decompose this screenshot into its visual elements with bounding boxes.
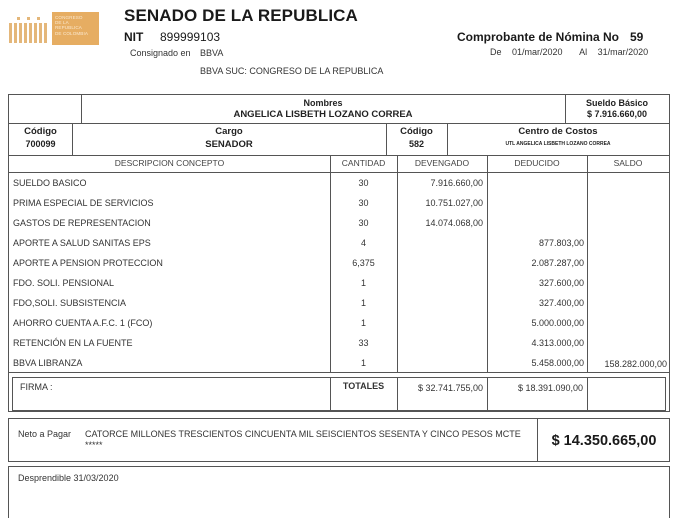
row-saldo: 158.282.000,00 — [604, 359, 667, 369]
row-cantidad: 4 — [360, 238, 366, 248]
consignado-label: Consignado en — [130, 48, 191, 58]
row-deducido: 327.600,00 — [538, 278, 584, 288]
codigo2-label: Código — [400, 126, 433, 137]
periodo — [490, 47, 648, 57]
neto-label: Neto a Pagar — [18, 429, 72, 439]
row-devengado: 10.751.027,00 — [425, 198, 483, 208]
row-devengado: 7.916.660,00 — [430, 178, 483, 188]
consignado-value: BBVA — [200, 48, 224, 58]
periodo-de-label: De — [490, 47, 502, 57]
nomina-table — [8, 94, 670, 412]
sueldo-basico-label: Sueldo Básico — [585, 98, 648, 108]
total-devengado: $ 32.741.755,00 — [417, 383, 483, 393]
cargo-label: Cargo — [215, 126, 243, 137]
codigo-label: Código — [24, 126, 57, 137]
nit-label: NIT — [124, 30, 144, 44]
comprobante-number: 59 — [630, 30, 644, 44]
row-concepto: APORTE A PENSION PROTECCION — [13, 258, 163, 268]
col-header-deducido: DEDUCIDO — [514, 158, 560, 168]
centro-costos-value: UTL ANGELICA LISBETH LOZANO CORREA — [505, 141, 611, 147]
periodo-al-label: Al — [579, 47, 588, 57]
codigo2-value: 582 — [408, 139, 425, 149]
row-cantidad: 30 — [358, 178, 369, 188]
row-concepto: APORTE A SALUD SANITAS EPS — [13, 238, 151, 248]
desprendible-label: Desprendible 31/03/2020 — [18, 473, 119, 483]
row-cantidad: 30 — [358, 198, 369, 208]
periodo-de: 01/mar/2020 — [512, 47, 563, 57]
total-deducido: $ 18.391.090,00 — [517, 383, 583, 393]
neto-en-letras: CATORCE MILLONES TRESCIENTOS CINCUENTA MIL SEISCIENTOS SESENTA Y CINCO PESOS MCTE ***** — [85, 429, 521, 450]
periodo-al: 31/mar/2020 — [597, 47, 649, 57]
col-header-cantidad: CANTIDAD — [341, 158, 386, 168]
row-deducido: 877.803,00 — [538, 238, 584, 248]
centro-costos-label: Centro de Costos — [518, 126, 598, 137]
codigo-value: 700099 — [25, 139, 56, 149]
logo-plate: CONGRESO DE LA REPUBLICA DE COLOMBIA — [52, 12, 99, 45]
totales-label: TOTALES — [342, 381, 385, 391]
col-header-descripcion: DESCRIPCION CONCEPTO — [114, 158, 225, 168]
senado-logo — [9, 12, 99, 45]
nombres-value: ANGELICA LISBETH LOZANO CORREA — [233, 109, 413, 120]
sueldo-basico-value: $ 7.916.660,00 — [586, 109, 648, 119]
capitol-columns-icon — [9, 15, 49, 43]
row-concepto: BBVA LIBRANZA — [13, 358, 83, 368]
row-cantidad: 1 — [360, 278, 366, 288]
nit-value: 899999103 — [160, 30, 221, 44]
row-concepto: PRIMA ESPECIAL DE SERVICIOS — [13, 198, 154, 208]
col-header-devengado: DEVENGADO — [414, 158, 470, 168]
row-devengado: 14.074.068,00 — [425, 218, 483, 228]
org-title: SENADO DE LA REPUBLICA — [124, 6, 358, 25]
row-deducido: 327.400,00 — [538, 298, 584, 308]
row-deducido: 4.313.000,00 — [531, 338, 584, 348]
firma-label: FIRMA : — [20, 382, 53, 392]
nombres-label: Nombres — [303, 98, 343, 108]
neto-valor: $ 14.350.665,00 — [551, 433, 657, 449]
row-deducido: 5.000.000,00 — [531, 318, 584, 328]
row-concepto: SUELDO BASICO — [13, 178, 87, 188]
comprobante-label: Comprobante de Nómina No — [457, 30, 620, 44]
row-concepto: AHORRO CUENTA A.F.C. 1 (FCO) — [13, 318, 153, 328]
col-header-saldo: SALDO — [613, 158, 643, 168]
row-cantidad: 30 — [358, 218, 369, 228]
totales-box — [12, 377, 666, 411]
row-cantidad: 1 — [360, 298, 366, 308]
cargo-value: SENADOR — [205, 139, 253, 150]
row-cantidad: 1 — [360, 358, 366, 368]
neto-a-pagar-box — [8, 418, 670, 462]
desprendible-box — [8, 466, 670, 518]
row-cantidad: 33 — [358, 338, 369, 348]
row-concepto: RETENCIÓN EN LA FUENTE — [13, 338, 133, 348]
row-cantidad: 1 — [360, 318, 366, 328]
row-concepto: FDO,SOLI. SUBSISTENCIA — [13, 298, 127, 308]
row-deducido: 5.458.000,00 — [531, 358, 584, 368]
row-concepto: GASTOS DE REPRESENTACION — [13, 218, 151, 228]
row-cantidad: 6,375 — [352, 258, 375, 268]
row-deducido: 2.087.287,00 — [531, 258, 584, 268]
sucursal: BBVA SUC: CONGRESO DE LA REPUBLICA — [200, 66, 384, 76]
row-concepto: FDO. SOLI. PENSIONAL — [13, 278, 115, 288]
